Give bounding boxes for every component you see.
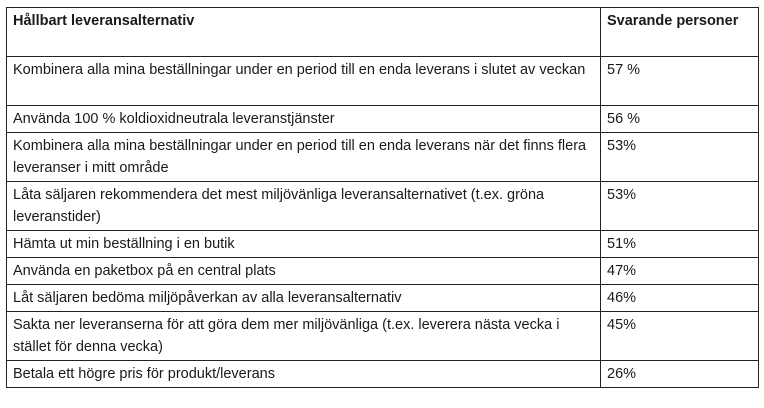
option-cell: Sakta ner leveranserna för att göra dem mer miljövänliga (t.ex. leverera nästa vecka i stället för denna vecka) [7,312,601,361]
option-cell: Kombinera alla mina beställningar under en period till en enda leverans i slutet av veckan [7,57,601,106]
table-row [7,182,759,231]
share-cell: 26% [601,361,759,388]
option-cell: Låt säljaren bedöma miljöpåverkan av alla leveransalternativ [7,285,601,312]
share-cell: 51% [601,231,759,258]
option-cell: Betala ett högre pris för produkt/leverans [7,361,601,388]
option-cell: Använda en paketbox på en central plats [7,258,601,285]
table-row [7,133,759,182]
cropped-text-strip [0,0,764,6]
table-row [7,258,759,285]
table-row [7,57,759,106]
table-row [7,361,759,388]
option-cell: Använda 100 % koldioxidneutrala leveranstjänster [7,106,601,133]
share-cell: 56 % [601,106,759,133]
table-row [7,231,759,258]
table-header-row [7,8,759,57]
share-cell: 53% [601,133,759,182]
share-cell: 47% [601,258,759,285]
share-cell: 57 % [601,57,759,106]
share-cell: 46% [601,285,759,312]
share-cell: 45% [601,312,759,361]
header-option: Hållbart leveransalternativ [7,8,601,57]
sustainable-delivery-table [6,7,759,388]
table-row [7,285,759,312]
share-cell: 53% [601,182,759,231]
option-cell: Kombinera alla mina beställningar under en period till en enda leverans när det finns flera leveranser i mitt område [7,133,601,182]
table-row [7,106,759,133]
header-respondents: Svarande personer [601,8,759,57]
option-cell: Låta säljaren rekommendera det mest miljövänliga leveransalternativet (t.ex. gröna leveranstider) [7,182,601,231]
option-cell: Hämta ut min beställning i en butik [7,231,601,258]
table-row [7,312,759,361]
